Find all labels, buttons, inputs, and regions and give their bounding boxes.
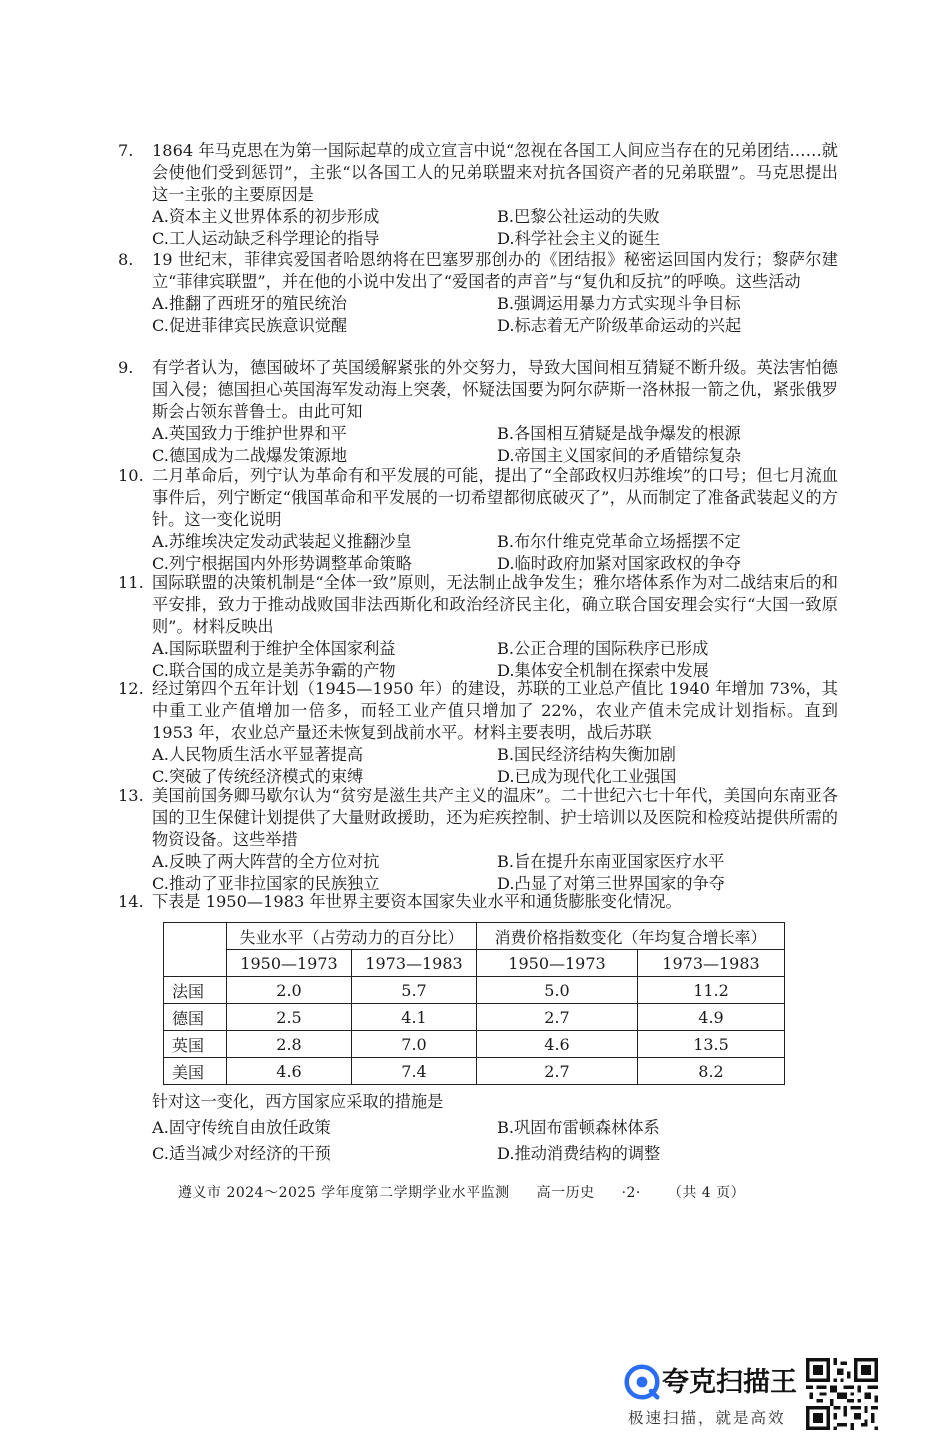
option-c: C.突破了传统经济模式的束缚 [152,767,364,786]
option-b: B.巩固布雷顿森林体系 [497,1118,660,1137]
table-country: 英国 [164,1031,227,1058]
question-14 [118,891,838,913]
option-c: C.联合国的成立是美苏争霸的产物 [152,661,396,680]
unemployment-inflation-table [163,922,785,1085]
scanner-brand-name: 夸克扫描王 [662,1367,797,1398]
table-country: 德国 [164,1004,227,1031]
option-b: B.各国相互猜疑是战争爆发的根源 [497,424,741,443]
table-cell: 2.7 [477,1004,638,1031]
page-footer [178,1182,767,1202]
option-a: A.英国致力于维护世界和平 [152,424,347,443]
question-number: 8. [118,250,134,269]
question-number: 9. [118,358,134,377]
table-cell: 4.6 [227,1058,352,1085]
question-stem: 下表是 1950—1983 年世界主要资本国家失业水平和通货膨胀变化情况。 [152,892,682,911]
option-a: A.固守传统自由放任政策 [152,1118,331,1137]
question-number: 14. [118,892,144,911]
table-header-unemployment: 失业水平（占劳动力的百分比） [227,923,477,950]
option-c: C.工人运动缺乏科学理论的指导 [152,229,380,248]
table-cell: 5.7 [352,977,477,1004]
table-cell: 2.0 [227,977,352,1004]
option-d: D.科学社会主义的诞生 [497,229,661,248]
option-d: D.帝国主义国家间的矛盾错综复杂 [497,446,742,465]
option-d: D.临时政府加紧对国家政权的争夺 [497,554,742,573]
table-cell: 2.7 [477,1058,638,1085]
footer-exam-title: 遵义市 2024～2025 学年度第二学期学业水平监测 [178,1185,510,1201]
table-country: 美国 [164,1058,227,1085]
table-period: 1973—1983 [352,950,477,977]
option-a: A.反映了两大阵营的全方位对抗 [152,852,380,871]
table-cell: 8.2 [638,1058,785,1085]
option-d: D.标志着无产阶级革命运动的兴起 [497,316,742,335]
option-b: B.巴黎公社运动的失败 [497,207,660,226]
option-a: A.国际联盟利于维护全体国家利益 [152,639,396,658]
question-stem: 有学者认为，德国破坏了英国缓解紧张的外交努力，导致大国间相互猜疑不断升级。英法害怕德国入侵；德国担心英国海军发动海上突袭，怀疑法国要为阿尔萨斯一洛林报一箭之仇，紧张俄罗斯会占领东普鲁士。由此可知 [152,358,838,421]
footer-total-pages: （共 4 页） [667,1185,746,1201]
question-12 [118,678,838,788]
question-stem: 美国前国务卿马歇尔认为“贫穷是滋生共产主义的温床”。二十世纪六七十年代，美国向东南亚各国的卫生保健计划提供了大量财政援助，还为疟疾控制、护士培训以及医院和检疫站提供所需的物资设备。这些举措 [152,786,838,849]
table-header-cpi: 消费价格指数变化（年均复合增长率） [477,923,785,950]
question-number: 7. [118,141,134,160]
option-b: B.公正合理的国际秩序已形成 [497,639,709,658]
option-d: D.推动消费结构的调整 [497,1144,661,1163]
question-number: 10. [118,466,144,485]
quark-scan-logo-icon [624,1364,660,1400]
table-cell: 2.5 [227,1004,352,1031]
question-13 [118,785,838,895]
option-b: B.布尔什维克党革命立场摇摆不定 [497,532,741,551]
table-cell: 4.6 [477,1031,638,1058]
table-row [164,977,785,1004]
option-c: C.适当减少对经济的干预 [152,1144,331,1163]
scanner-tagline: 极速扫描，就是高效 [628,1409,786,1427]
question-9 [118,357,838,467]
table-country: 法国 [164,977,227,1004]
question-7 [118,140,838,250]
option-b: B.强调运用暴力方式实现斗争目标 [497,294,741,313]
table-row [164,1004,785,1031]
option-d: D.凸显了对第三世界国家的争夺 [497,874,725,893]
table-cell: 11.2 [638,977,785,1004]
question-number: 12. [118,679,144,698]
option-c: C.德国成为二战爆发策源地 [152,446,348,465]
footer-page-number: ·2· [621,1185,641,1201]
question-number: 13. [118,786,144,805]
question-number: 11. [118,573,144,592]
option-a: A.苏维埃决定发动武装起义推翻沙皇 [152,532,412,551]
qr-code-icon [806,1358,878,1430]
question-stem: 针对这一变化，西方国家应采取的措施是 [152,1092,444,1111]
option-c: C.推动了亚非拉国家的民族独立 [152,874,380,893]
question-8 [118,249,838,337]
table-period: 1950—1973 [477,950,638,977]
table-row [164,1031,785,1058]
table-cell: 4.1 [352,1004,477,1031]
table-corner-cell [164,923,227,977]
question-14-followup [152,1089,852,1167]
option-c: C.促进菲律宾民族意识觉醒 [152,316,348,335]
option-a: A.推翻了西班牙的殖民统治 [152,294,347,313]
table-cell: 7.0 [352,1031,477,1058]
question-stem: 经过第四个五年计划（1945—1950 年）的建设，苏联的工业总产值比 1940 年增加 73%，其中重工业产值增加一倍多，而轻工业产值只增加了 22%，农业产值未完成计划指标。直到 1953 年，农业总产量还未恢复到战前水平。材料主要表明，战后苏联 [152,679,838,742]
footer-subject: 高一历史 [536,1185,595,1201]
table-cell: 4.9 [638,1004,785,1031]
question-10 [118,465,838,575]
table-cell: 2.8 [227,1031,352,1058]
table-row [164,1058,785,1085]
option-a: A.资本主义世界体系的初步形成 [152,207,380,226]
table-period: 1973—1983 [638,950,785,977]
option-d: D.集体安全机制在探索中发展 [497,661,709,680]
question-11 [118,572,838,682]
question-stem: 1864 年马克思在为第一国际起草的成立宣言中说“忽视在各国工人间应当存在的兄弟团结……就会使他们受到惩罚”，主张“以各国工人的兄弟联盟来对抗各国资产者的兄弟联盟”。马克思提出这一主张的主要原因是 [152,141,838,204]
table-cell: 13.5 [638,1031,785,1058]
table-cell: 7.4 [352,1058,477,1085]
option-d: D.已成为现代化工业强国 [497,767,677,786]
table-period: 1950—1973 [227,950,352,977]
option-a: A.人民物质生活水平显著提高 [152,745,364,764]
option-b: B.国民经济结构失衡加剧 [497,745,676,764]
option-b: B.旨在提升东南亚国家医疗水平 [497,852,725,871]
question-stem: 19 世纪末，菲律宾爱国者哈恩纳将在巴塞罗那创办的《团结报》秘密运回国内发行；黎萨尔建立“菲律宾联盟”，并在他的小说中发出了“爱国者的声音”与“复仇和反抗”的呼唤。这些活动 [152,250,838,291]
option-c: C.列宁根据国内外形势调整革命策略 [152,554,412,573]
table-cell: 5.0 [477,977,638,1004]
question-stem: 国际联盟的决策机制是“全体一致”原则，无法制止战争发生；雅尔塔体系作为对二战结束后的和平安排，致力于推动战败国非法西斯化和政治经济民主化，确立联合国安理会实行“大国一致原则”。材料反映出 [152,573,838,636]
question-stem: 二月革命后，列宁认为革命有和平发展的可能，提出了“全部政权归苏维埃”的口号；但七月流血事件后，列宁断定“俄国革命和平发展的一切希望都彻底破灭了”，从而制定了准备武装起义的方针。这一变化说明 [152,466,838,529]
